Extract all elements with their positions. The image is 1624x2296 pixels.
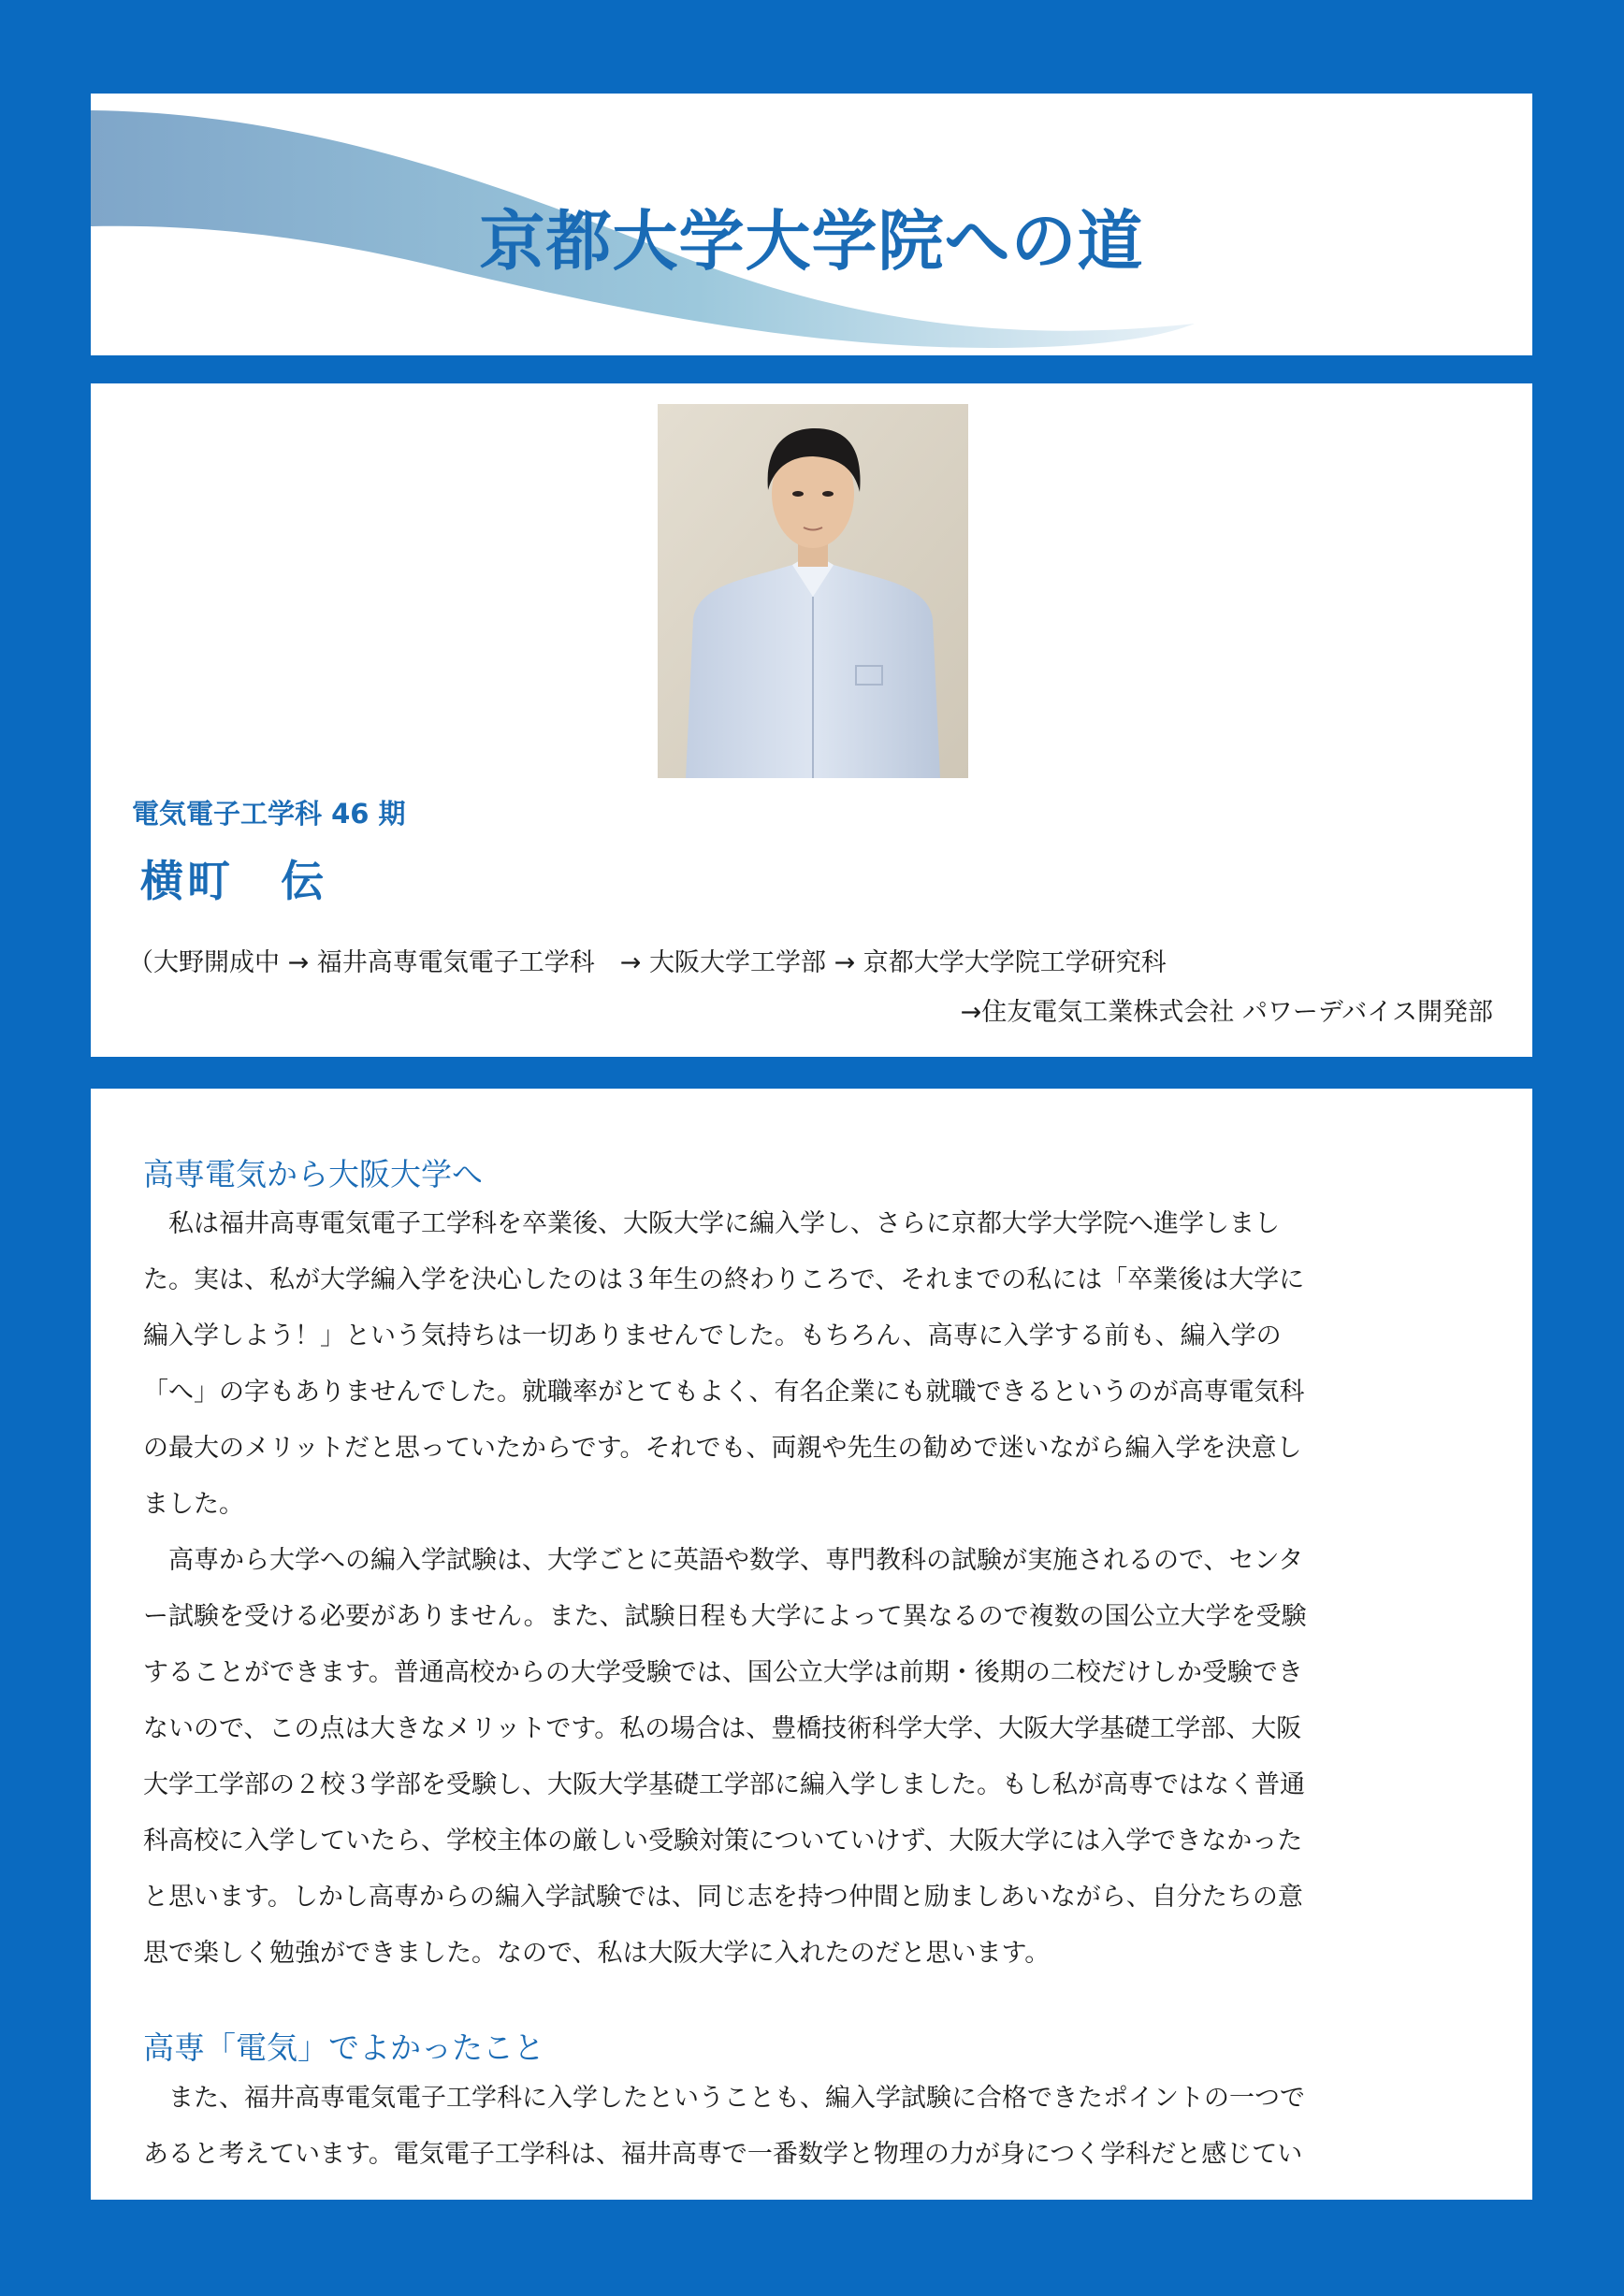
- section-heading: 高専「電気」でよかったこと: [143, 2029, 544, 2066]
- paragraph: [143, 2071, 1532, 2183]
- paragraph-line: あると考えています。電気電子工学科は、福井高専で一番数学と物理の力が身につく学科だと感じてい: [143, 2140, 1303, 2169]
- paragraph-line: ー試験を受ける必要がありません。また、試験日程も大学によって異なるので複数の国公立大学を受験: [143, 1602, 1307, 1631]
- paragraph-line: ないので、この点は大きなメリットです。私の場合は、豊橋技術科学大学、大阪大学基礎工学部、大阪: [143, 1714, 1302, 1743]
- paragraph-line: 私は福井高専電気電子工学科を卒業後、大阪大学に編入学し、さらに京都大学大学院へ進学しまし: [143, 1209, 1280, 1238]
- profile-panel: [91, 383, 1532, 1057]
- paragraph-line: 思で楽しく勉強ができました。なので、私は大阪大学に入れたのだと思います。: [143, 1939, 1051, 1968]
- paragraph-line: の最大のメリットだと思っていたからです。それでも、両親や先生の勧めで迷いながら編入学を決意し: [143, 1434, 1302, 1463]
- department-label: 電気電子工学科 46 期: [132, 798, 406, 830]
- paragraph-line: 「へ」の字もありませんでした。就職率がとてもよく、有名企業にも就職できるというのが高専電気科: [143, 1378, 1305, 1407]
- paragraph-line: 高専から大学への編入学試験は、大学ごとに英語や数学、専門教科の試験が実施されるので、センタ: [143, 1546, 1304, 1575]
- header-banner: [91, 94, 1532, 355]
- paragraph: [143, 1196, 1532, 1533]
- career-path-line-1: （大野開成中 → 福井高専電気電子工学科 → 大阪大学工学部 → 京都大学大学院工学研究科: [128, 948, 1167, 977]
- portrait-photo: [658, 404, 968, 778]
- paragraph-line: た。実は、私が大学編入学を決心したのは３年生の終わりころで、それまでの私には「卒業後は大学に: [143, 1265, 1305, 1294]
- paragraph-line: 大学工学部の２校３学部を受験し、大阪大学基礎工学部に編入学しました。もし私が高専ではなく普通: [143, 1770, 1305, 1799]
- article-panel: [91, 1089, 1532, 2200]
- paragraph-line: ました。: [143, 1490, 244, 1519]
- person-name: 横町 伝: [140, 856, 327, 906]
- paragraph-line: また、福井高専電気電子工学科に入学したということも、編入学試験に合格できたポイントの一つで: [143, 2084, 1305, 2113]
- paragraph-line: 編入学しよう！」という気持ちは一切ありませんでした。もちろん、高専に入学する前も、編入学の: [143, 1321, 1282, 1350]
- paragraph-line: することができます。普通高校からの大学受験では、国公立大学は前期・後期の二校だけしか受験でき: [143, 1658, 1303, 1687]
- paragraph-line: 科高校に入学していたら、学校主体の厳しい受験対策についていけず、大阪大学には入学できなかった: [143, 1827, 1303, 1856]
- page-title: 京都大学大学院への道: [479, 203, 1144, 280]
- career-path-line-2: →住友電気工業株式会社 パワーデバイス開発部: [960, 998, 1493, 1027]
- paragraph: [143, 1533, 1532, 1982]
- section-heading: 高専電気から大阪大学へ: [143, 1156, 483, 1192]
- paragraph-line: と思います。しかし高専からの編入学試験では、同じ志を持つ仲間と励ましあいながら、自分たちの意: [143, 1883, 1303, 1912]
